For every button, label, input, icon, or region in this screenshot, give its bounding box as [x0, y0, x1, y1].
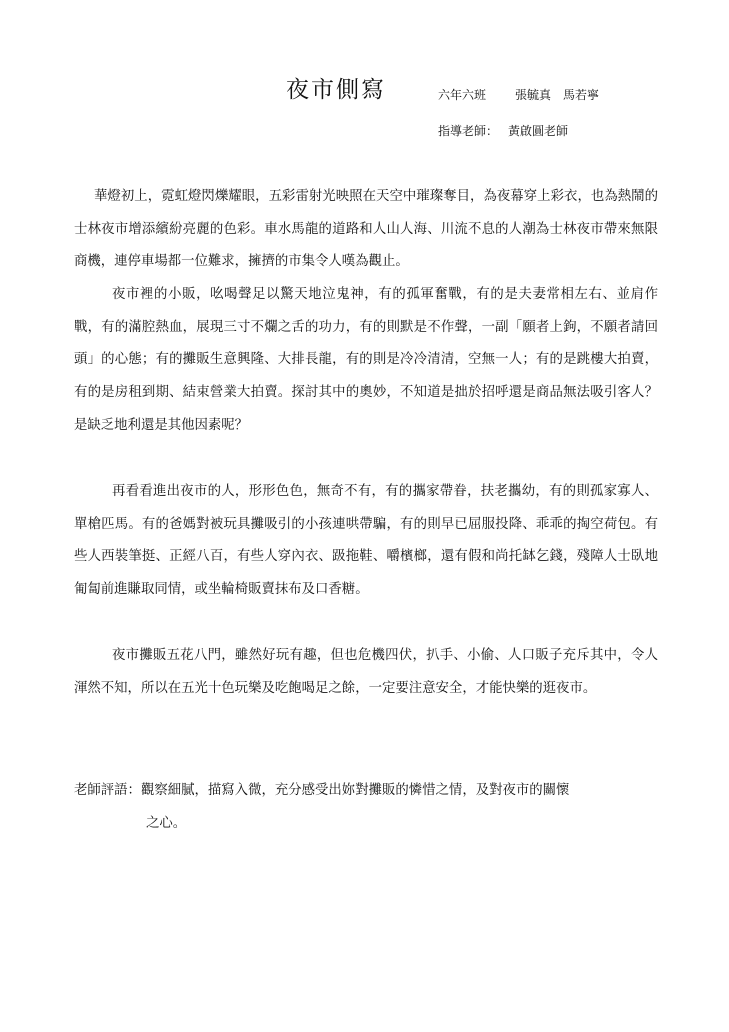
advisor-label: 指導老師：	[438, 124, 499, 138]
paragraph-1: 華燈初上，霓虹燈閃爍耀眼，五彩雷射光映照在天空中璀璨奪目，為夜幕穿上彩衣，也為熱鬧的士林夜市增添繽紛亮麗的色彩。車水馬龍的道路和人山人海、川流不息的人潮為士林夜市帶來無限商機，連停車場都一位難求，擁擠的市集令人嘆為觀止。	[74, 189, 658, 270]
paragraph-2: 夜市裡的小販，吆喝聲足以驚天地泣鬼神，有的孤軍奮戰，有的是夫妻常相左右、並肩作戰，有的滿腔熱血，展現三寸不爛之舌的功力，有的則默是不作聲，一副「願者上鉤，不願者請回頭」的心態；有的攤販生意興隆、大排長龍，有的則是冷冷清清，空無一人；有的是跳樓大拍賣，有的是房租到期、結束營業大拍賣。探討其中的奧妙，不知道是拙於招呼還是商品無法吸引客人？是缺乏地利還是其他因素呢？	[74, 287, 658, 433]
class-name: 六年六班	[438, 88, 487, 102]
paragraph-4: 夜市攤販五花八門，雖然好玩有趣，但也危機四伏，扒手、小偷、人口販子充斥其中，令人渾然不知，所以在五光十色玩樂及吃飽喝足之餘，一定要注意安全，才能快樂的逛夜市。	[74, 648, 658, 696]
teacher-comment	[74, 775, 658, 840]
teacher-comment-text-line1: 觀察細膩，描寫入微，充分感受出妳對攤販的憐惜之情，及對夜市的關懷	[140, 783, 570, 798]
author-names: 張毓真 馬若寧	[515, 88, 600, 102]
teacher-comment-label: 老師評語：	[74, 783, 141, 798]
advisor-name: 黃啟圓老師	[508, 124, 569, 138]
paragraph-3: 再看看進出夜市的人，形形色色，無奇不有，有的攜家帶眷，扶老攜幼，有的則孤家寡人、單槍匹馬。有的爸媽對被玩具攤吸引的小孩連哄帶騙，有的則早已屈服投降、乖乖的掏空荷包。有些人西裝筆挺、正經八百，有些人穿內衣、趿拖鞋、嚼檳榔，還有假和尚托缽乞錢，殘障人士臥地匍匐前進賺取同情，或坐輪椅販賣抹布及口香糖。	[74, 484, 658, 598]
advisor-line	[438, 122, 568, 139]
page-title: 夜市側寫	[286, 77, 386, 103]
teacher-comment-text-line2: 之心。	[146, 815, 187, 831]
